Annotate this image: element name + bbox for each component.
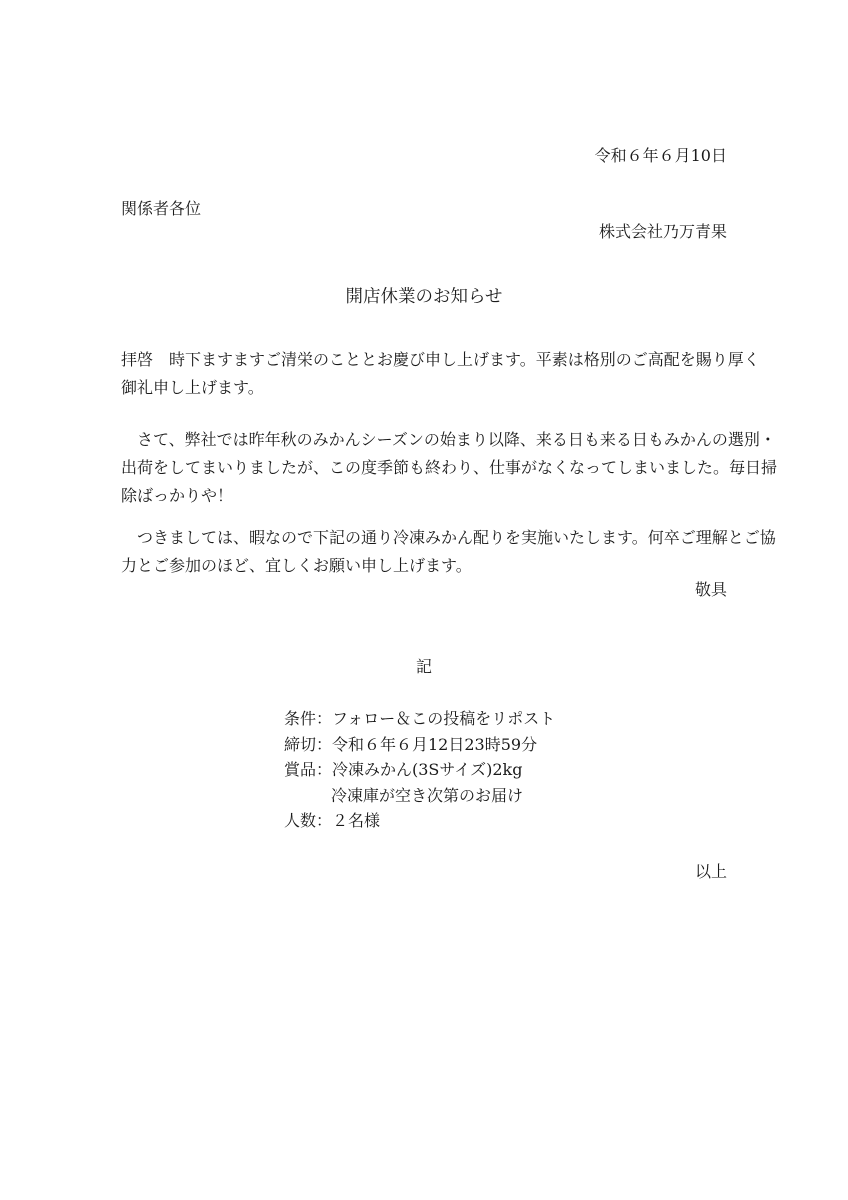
detail-deadline: 締切：令和６年６月12日23時59分: [284, 734, 538, 754]
paragraph-line: 拝啓 時下ますますご清栄のこととお慶び申し上げます。平素は格別のご高配を賜り厚く: [121, 350, 760, 369]
ki-heading: 記: [415, 657, 432, 676]
details-list: [284, 706, 555, 834]
paragraph-line: 御礼申し上げます。: [121, 378, 264, 397]
end-mark: 以上: [694, 862, 727, 881]
paragraph-line: 除ばっかりや！: [121, 486, 234, 505]
paragraph-line: つきましては、暇なので下記の通り冷凍みかん配りを実施いたします。何卒ご理解とご協: [121, 528, 776, 547]
greeting-paragraph: [121, 346, 760, 402]
detail-prize-note: 冷凍庫が空き次第のお届け: [331, 785, 524, 805]
detail-prize: 賞品：冷凍みかん(3Sサイズ)2kg: [284, 760, 523, 779]
document-date: 令和６年６月10日: [594, 146, 727, 165]
announcement-paragraph: [121, 524, 776, 580]
notice-title: 開店休業のお知らせ: [345, 287, 503, 307]
paragraph-line: さて、弊社では昨年秋のみかんシーズンの始まり以降、来る日も来る日もみかんの選別・: [121, 430, 776, 449]
detail-count: 人数：２名様: [284, 811, 381, 830]
closing-keigu: 敬具: [694, 580, 727, 599]
sender-company: 株式会社乃万青果: [598, 222, 727, 241]
situation-paragraph: [121, 426, 778, 510]
paragraph-line: 力とご参加のほど、宜しくお願い申し上げます。: [121, 556, 472, 575]
addressee: 関係者各位: [121, 199, 202, 218]
detail-conditions: 条件：フォロー＆この投稿をリポスト: [284, 709, 556, 728]
paragraph-line: 出荷をしてまいりましたが、この度季節も終わり、仕事がなくなってしまいました。毎日掃: [121, 458, 778, 477]
